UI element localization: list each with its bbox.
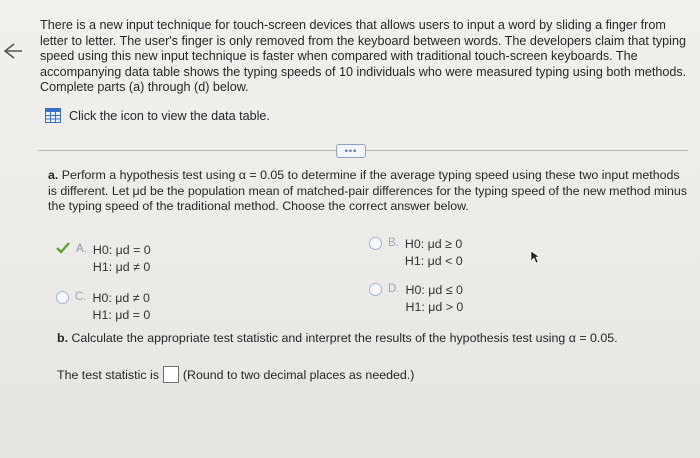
test-statistic-label: The test statistic is: [57, 367, 159, 382]
option-d-h0: H0: μd ≤ 0: [405, 283, 463, 297]
option-c-h1: H1: μd = 0: [92, 308, 151, 322]
option-b-radio[interactable]: [369, 237, 382, 250]
option-a-h1: H1: μd ≠ 0: [92, 260, 151, 274]
option-a-h0: H0: μd = 0: [92, 243, 151, 257]
option-a[interactable]: [56, 242, 151, 276]
option-b[interactable]: [369, 236, 463, 270]
option-b-hypotheses: [405, 236, 463, 270]
option-d-hypotheses: [406, 282, 464, 316]
test-statistic-row: [57, 366, 414, 383]
option-d-radio[interactable]: [369, 283, 382, 296]
part-a-question: [48, 168, 688, 215]
data-table-link[interactable]: [45, 108, 270, 123]
back-arrow-icon[interactable]: [0, 40, 22, 62]
option-c-letter: C.: [75, 291, 87, 303]
option-d-h1: H1: μd > 0: [405, 300, 464, 314]
checkmark-icon: [56, 242, 70, 254]
option-b-h0: H0: μd ≥ 0: [404, 237, 463, 251]
test-statistic-hint: (Round to two decimal places as needed.): [182, 367, 415, 382]
option-a-hypotheses: [93, 242, 151, 276]
part-b-prefix: b.: [57, 331, 69, 345]
option-c-radio[interactable]: [56, 291, 69, 304]
part-b-question: [57, 331, 687, 345]
part-a-prefix: a.: [48, 168, 59, 182]
test-statistic-input[interactable]: [163, 366, 179, 383]
option-c-hypotheses: [93, 290, 151, 324]
option-d-letter: D.: [388, 283, 400, 295]
option-c-h0: H0: μd ≠ 0: [92, 291, 150, 305]
more-button[interactable]: •••: [336, 144, 366, 158]
option-c[interactable]: [56, 290, 150, 324]
mouse-cursor-icon: [530, 250, 540, 264]
table-icon[interactable]: [45, 108, 61, 123]
option-b-letter: B.: [388, 237, 399, 249]
option-d[interactable]: [369, 282, 463, 316]
part-b-text: Calculate the appropriate test statistic and interpret the results of the hypothesis test using α = 0.05.: [71, 331, 618, 345]
option-b-h1: H1: μd < 0: [404, 254, 463, 268]
option-a-letter: A.: [76, 243, 87, 255]
data-table-link-label[interactable]: Click the icon to view the data table.: [69, 108, 270, 123]
part-a-text: Perform a hypothesis test using α = 0.05 to determine if the average typing speed using these two input methods is different. Let μd be the population mean of matched-pair differences for the typing speed of the new method minus the typing speed of the traditional method. Choose the correct answer below.: [48, 168, 687, 214]
problem-intro: There is a new input technique for touch-screen devices that allows users to input a word by sliding a finger from letter to letter. The user's finger is only removed from the keyboard between words. The developers claim that typing speed using this new input technique is faster when compared with traditional touch-screen keyboards. The accompanying data table shows the typing speeds of 10 individuals who were measured typing using both methods. Complete parts (a) through (d) below.: [40, 18, 687, 95]
